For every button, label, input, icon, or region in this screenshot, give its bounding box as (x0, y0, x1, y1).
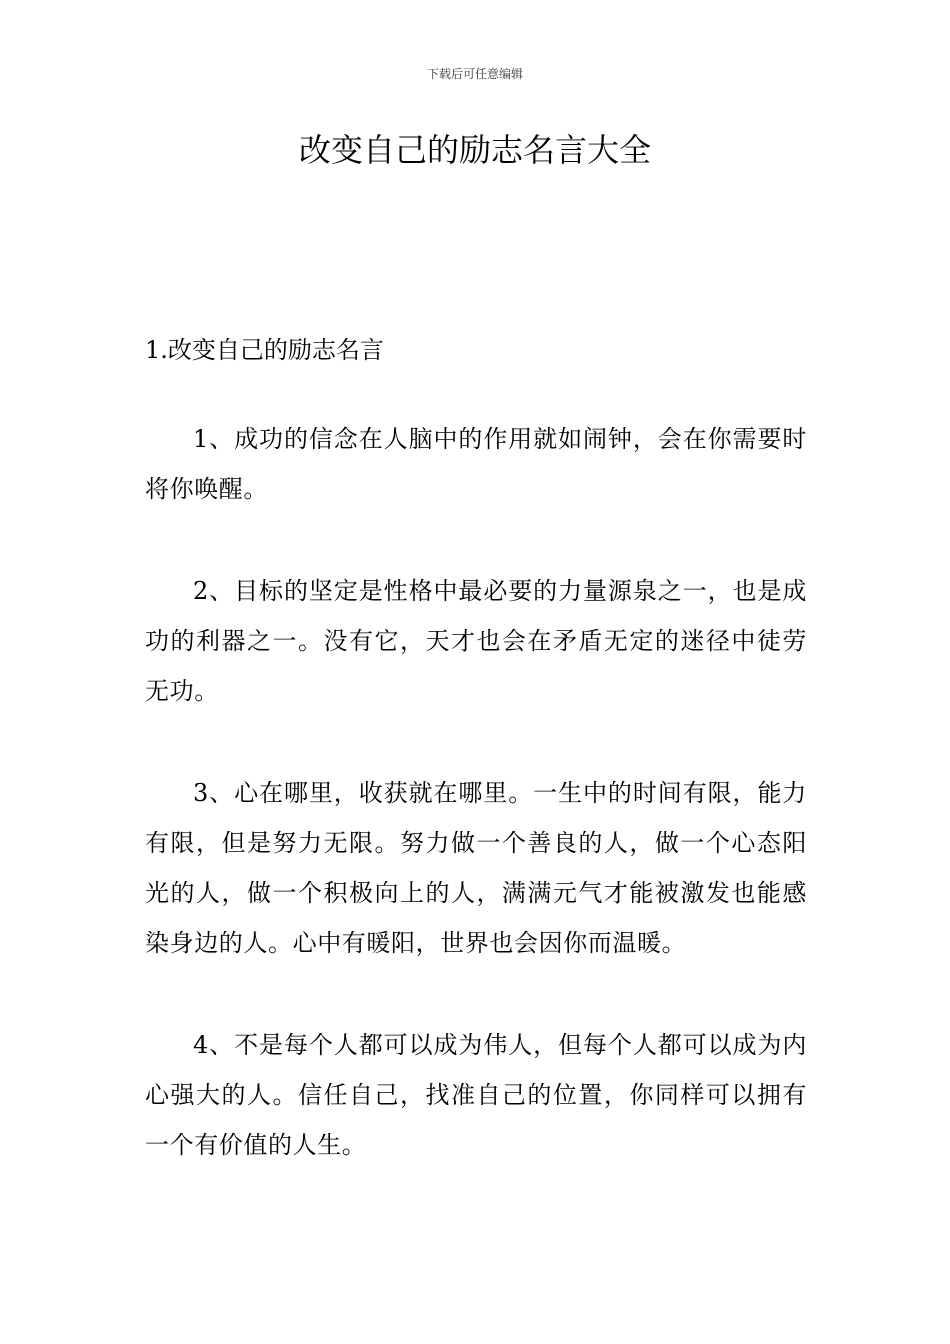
quote-paragraph-2: 2、目标的坚定是性格中最必要的力量源泉之一，也是成功的利器之一。没有它，天才也会在矛盾无定的迷径中徒劳无功。 (145, 577, 807, 705)
document-body (145, 326, 807, 1222)
document-title: 改变自己的励志名言大全 (298, 131, 651, 169)
section-heading: 1.改变自己的励志名言 (145, 336, 384, 364)
quote-paragraph-3: 3、心在哪里，收获就在哪里。一生中的时间有限，能力有限，但是努力无限。努力做一个善良的人，做一个心态阳光的人，做一个积极向上的人，满满元气才能被激发也能感染身边的人。心中有暖阳，世界也会因你而温暖。 (145, 779, 807, 957)
quote-paragraph-4: 4、不是每个人都可以成为伟人，但每个人都可以成为内心强大的人。信任自己，找准自己的位置，你同样可以拥有一个有价值的人生。 (145, 1031, 807, 1159)
header-note: 下载后可任意编辑 (426, 67, 523, 81)
quote-paragraph-1: 1、成功的信念在人脑中的作用就如闹钟，会在你需要时将你唤醒。 (145, 425, 807, 503)
